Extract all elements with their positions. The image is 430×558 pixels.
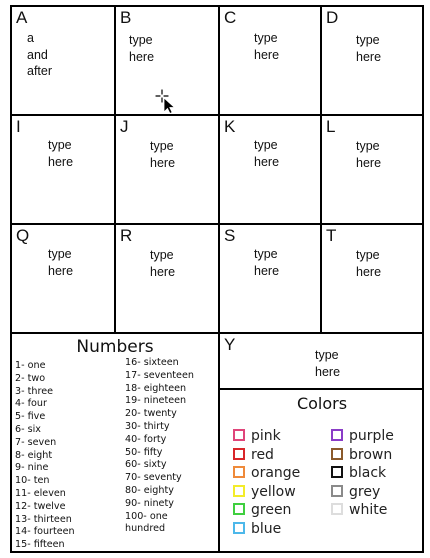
numbers-column-2 — [125, 357, 194, 536]
number-item: 13- thirteen — [15, 513, 72, 525]
color-item-green — [233, 502, 291, 518]
cell-letter: L — [326, 117, 336, 136]
number-item: 3- three — [15, 385, 53, 397]
number-item: 2- two — [15, 372, 46, 384]
color-item-purple — [331, 428, 394, 444]
color-item-grey — [331, 484, 380, 500]
cell-text[interactable]: type here — [356, 33, 382, 64]
number-item: 60- sixty — [125, 459, 167, 471]
cell-text[interactable]: type here — [356, 248, 382, 279]
cell-text[interactable]: type here — [150, 139, 176, 170]
number-item: 11- eleven — [15, 487, 66, 499]
color-item-brown — [331, 447, 392, 463]
cell-letter: B — [120, 8, 132, 27]
number-item: 90- ninety — [125, 497, 174, 509]
brown-swatch — [331, 448, 343, 460]
number-item: 4- four — [15, 398, 47, 410]
color-label: yellow — [251, 483, 296, 500]
number-item: 40- forty — [125, 433, 167, 445]
number-item: 15- fifteen — [15, 539, 65, 551]
color-label: red — [251, 446, 274, 463]
number-item: 19- nineteen — [125, 395, 187, 407]
number-item: hundred — [125, 523, 166, 535]
color-label: orange — [251, 465, 301, 481]
purple-swatch — [331, 429, 343, 441]
green-swatch — [233, 503, 245, 515]
number-item: 14- fourteen — [15, 526, 75, 538]
cell-letter: A — [16, 8, 28, 27]
cell-text[interactable]: type here — [254, 138, 280, 169]
color-item-blue — [233, 521, 281, 537]
cell-letter: D — [326, 8, 339, 27]
color-label: grey — [349, 483, 381, 500]
red-swatch — [233, 448, 245, 460]
cell-letter: I — [16, 117, 21, 136]
number-item: 5- five — [15, 411, 46, 423]
letter-cell-i[interactable] — [12, 116, 114, 223]
number-item: 12- twelve — [15, 500, 66, 512]
color-item-red — [233, 447, 274, 463]
cell-text[interactable]: type here — [315, 348, 341, 379]
number-item: 100- one — [125, 510, 168, 522]
cell-text[interactable]: type here — [150, 248, 176, 279]
letter-cell-s[interactable] — [220, 225, 320, 332]
letter-cell-l[interactable] — [322, 116, 422, 223]
numbers-title: Numbers — [76, 337, 154, 357]
orange-swatch — [233, 466, 245, 478]
number-item: 80- eighty — [125, 484, 174, 496]
numbers-box — [12, 334, 218, 551]
number-item: 30- thirty — [125, 420, 170, 432]
color-label: white — [349, 502, 388, 518]
number-item: 6- six — [15, 423, 41, 435]
yellow-swatch — [233, 485, 245, 497]
colors-title: Colors — [296, 394, 348, 413]
letter-cell-c[interactable] — [220, 7, 320, 114]
number-item: 10- ten — [15, 475, 50, 487]
letter-cell-j[interactable] — [116, 116, 218, 223]
blue-swatch — [233, 522, 245, 534]
number-item: 9- nine — [15, 462, 49, 474]
color-label: brown — [349, 446, 393, 463]
color-item-yellow — [233, 484, 296, 500]
cell-letter: K — [224, 117, 236, 136]
numbers-column-1 — [15, 360, 75, 552]
pink-swatch — [233, 429, 245, 441]
letter-cell-k[interactable] — [220, 116, 320, 223]
number-item: 17- seventeen — [125, 369, 194, 381]
cell-text[interactable]: type here — [356, 139, 382, 170]
number-item: 8- eight — [15, 449, 53, 461]
number-item: 1- one — [15, 360, 46, 371]
color-item-black — [331, 465, 386, 481]
letter-cell-q[interactable] — [12, 225, 114, 332]
grey-swatch — [331, 485, 343, 497]
number-item: 16- sixteen — [125, 357, 179, 368]
cell-letter: S — [224, 226, 236, 245]
cell-text[interactable]: a and after — [27, 31, 53, 78]
cell-letter: J — [120, 117, 129, 136]
color-label: purple — [349, 428, 394, 444]
black-swatch — [331, 466, 343, 478]
letter-cell-d[interactable] — [322, 7, 422, 114]
color-label: pink — [251, 428, 281, 444]
color-label: green — [251, 502, 292, 518]
cell-letter: C — [224, 8, 237, 27]
cell-text[interactable]: type here — [254, 247, 280, 278]
cell-text[interactable]: type here — [129, 33, 155, 64]
letter-cell-r[interactable] — [116, 225, 218, 332]
number-item: 20- twenty — [125, 408, 177, 420]
white-swatch — [331, 503, 343, 515]
cell-text[interactable]: type here — [48, 247, 74, 278]
color-item-white — [331, 502, 387, 518]
cell-letter: Y — [224, 335, 236, 354]
color-item-orange — [233, 465, 300, 481]
cell-letter: T — [326, 226, 337, 245]
cell-text[interactable]: type here — [254, 31, 280, 62]
letter-cell-t[interactable] — [322, 225, 422, 332]
letter-cell-a[interactable] — [12, 7, 114, 114]
colors-box — [220, 390, 422, 551]
number-item: 7- seven — [15, 436, 57, 448]
color-label: blue — [251, 520, 282, 537]
number-item: 18- eighteen — [125, 382, 187, 394]
number-item: 50- fifty — [125, 446, 163, 458]
color-item-pink — [233, 428, 281, 444]
letter-cell-y[interactable] — [220, 334, 422, 388]
cell-letter: R — [120, 226, 133, 245]
worksheet-page — [10, 5, 424, 553]
move-cursor-icon — [154, 88, 180, 114]
cell-text[interactable]: type here — [48, 138, 74, 169]
cell-letter: Q — [16, 226, 30, 245]
color-label: black — [349, 465, 387, 481]
number-item: 70- seventy — [125, 472, 182, 484]
